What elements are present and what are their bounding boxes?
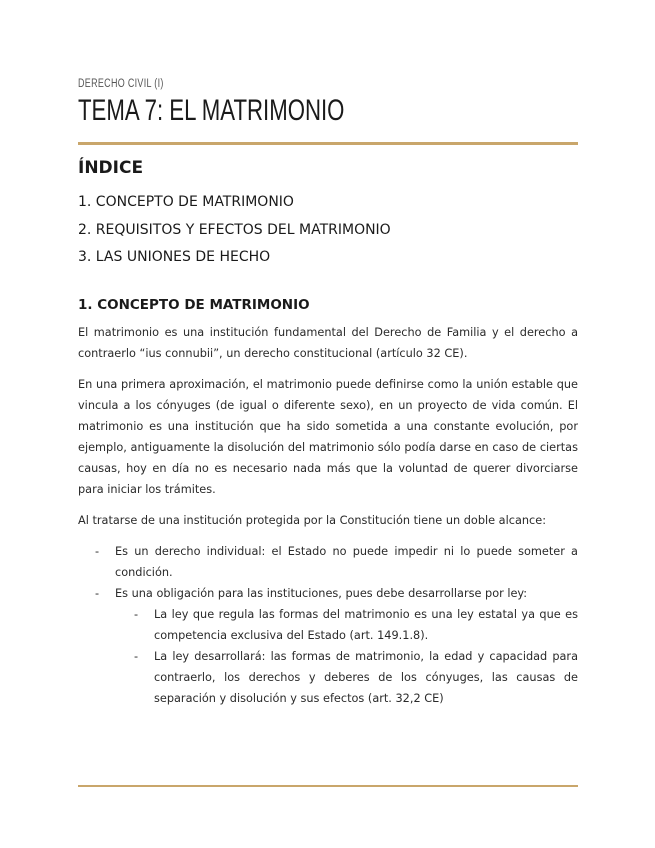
list-item-text: Es una obligación para las instituciones, pues debe desarrollarse por ley: — [115, 587, 528, 600]
list-item-text: Es un derecho individual: el Estado no puede impedir ni lo puede someter a condición. — [115, 545, 578, 579]
sub-bullet-list — [115, 604, 578, 709]
paragraph: El matrimonio es una institución fundamental del Derecho de Familia y el derecho a contraerlo “ius connubii”, un derecho constitucional (artículo 32 CE). — [78, 326, 578, 360]
section-heading: 1. CONCEPTO DE MATRIMONIO — [78, 297, 310, 313]
toc-item: 3. LAS UNIONES DE HECHO — [78, 249, 271, 265]
sub-list-item — [115, 604, 578, 646]
sub-list-item — [115, 646, 578, 709]
paragraph: Al tratarse de una institución protegida por la Constitución tiene un doble alcance: — [78, 514, 546, 527]
paragraph: En una primera aproximación, el matrimonio puede definirse como la unión estable que vincula a los cónyuges (de igual o diferente sexo), en un proyecto de vida común. El matrimonio es una institución que ha sido sometida a una constante evolución, por ejemplo, antiguamente la disolución del matrimonio sólo podía darse en caso de ciertas causas, hoy en día no es necesario nada más que la voluntad de querer divorciarse para iniciar los trámites. — [78, 378, 578, 496]
title-divider — [78, 142, 578, 145]
toc-item: 1. CONCEPTO DE MATRIMONIO — [78, 194, 294, 210]
list-item — [78, 583, 578, 709]
list-item-text: La ley desarrollará: las formas de matrimonio, la edad y capacidad para contraerlo, los derechos y deberes de los cónyuges, las causas de separación y disolución y sus efectos (art. 32,2 CE) — [154, 650, 578, 705]
section-body — [78, 322, 578, 709]
table-of-contents — [78, 189, 391, 272]
page-title: TEMA 7: EL MATRIMONIO — [78, 94, 345, 127]
toc-heading: ÍNDICE — [78, 158, 144, 178]
toc-item: 2. REQUISITOS Y EFECTOS DEL MATRIMONIO — [78, 221, 391, 238]
list-item-text: La ley que regula las formas del matrimonio es una ley estatal ya que es competencia exclusiva del Estado (art. 149.1.8). — [154, 608, 578, 642]
list-item — [78, 541, 578, 583]
bullet-list — [78, 541, 578, 709]
subject-kicker: DERECHO CIVIL (I) — [78, 78, 164, 90]
footer-divider — [78, 785, 578, 787]
